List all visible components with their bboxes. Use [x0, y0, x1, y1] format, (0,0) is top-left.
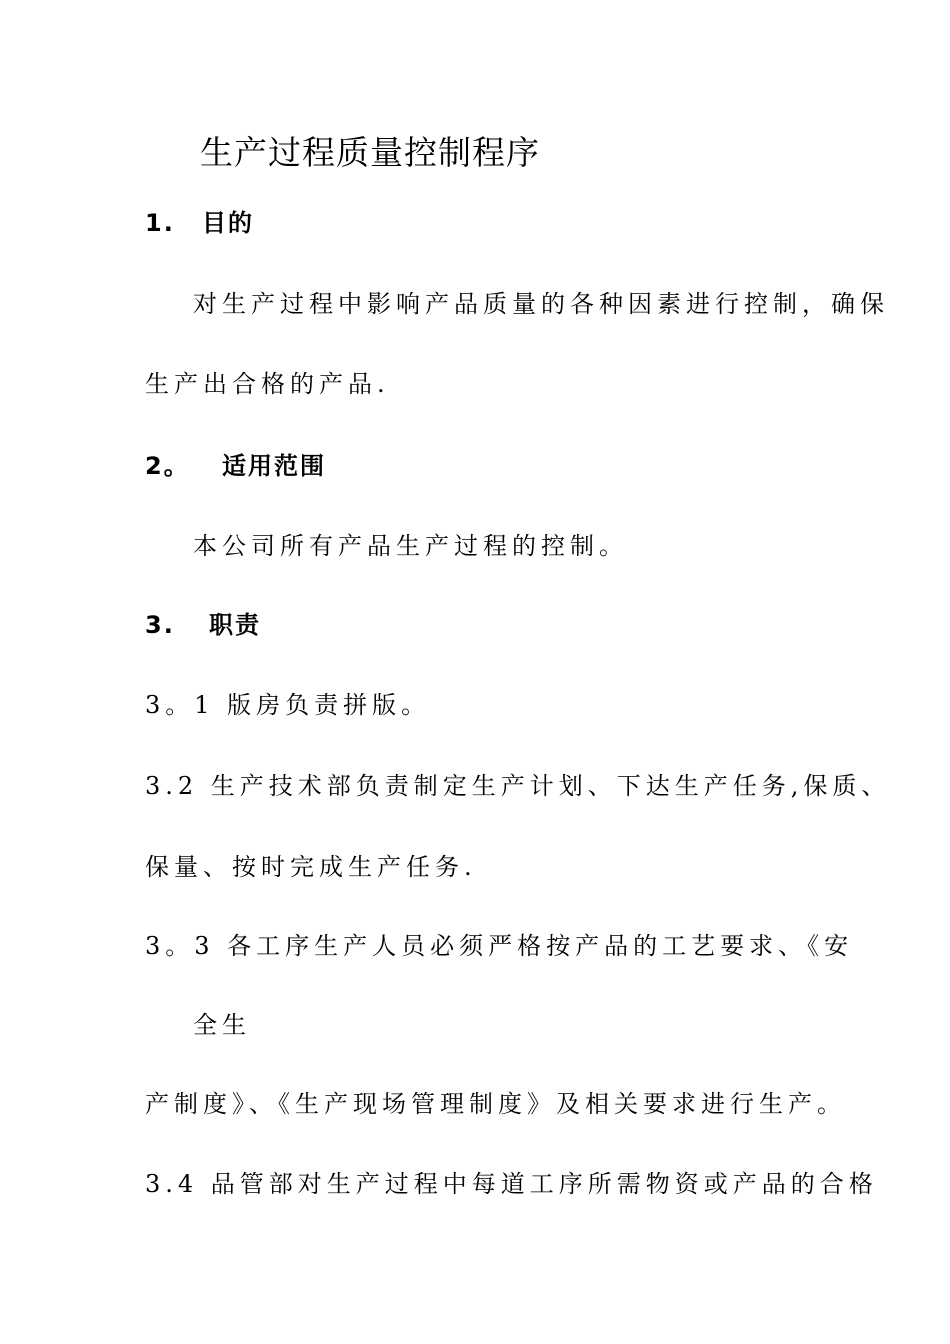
section-3-heading	[145, 610, 261, 640]
section-1-heading	[145, 208, 254, 238]
responsibility-3-3-line-2: 全生	[193, 1011, 251, 1039]
responsibility-3-1: 3。1 版房负责拼版。	[145, 691, 431, 719]
paragraph-scope: 本公司所有产品生产过程的控制。	[193, 532, 628, 560]
paragraph-purpose-line-1: 对生产过程中影响产品质量的各种因素进行控制，确保	[193, 290, 889, 318]
section-number: 2。	[145, 452, 190, 480]
document-title: 生产过程质量控制程序	[200, 133, 540, 172]
paragraph-purpose-line-2: 生产出合格的产品.	[145, 370, 390, 398]
responsibility-3-2-line-1: 3.2 生产技术部负责制定生产计划、下达生产任务,保质、	[145, 772, 891, 800]
section-title: 适用范围	[222, 452, 326, 480]
section-2-heading	[145, 451, 326, 481]
responsibility-3-4-line-1: 3.4 品管部对生产过程中每道工序所需物资或产品的合格	[145, 1170, 878, 1198]
section-title: 目的	[202, 209, 254, 237]
responsibility-3-3-line-1: 3。3 各工序生产人员必须严格按产品的工艺要求、《安	[145, 932, 854, 960]
responsibility-3-2-line-2: 保量、按时完成生产任务.	[145, 853, 477, 881]
section-title: 职责	[209, 611, 261, 639]
section-number: 1.	[145, 209, 175, 237]
responsibility-3-3-line-3: 产制度》、《生产现场管理制度》及相关要求进行生产。	[145, 1090, 846, 1118]
section-number: 3.	[145, 611, 175, 639]
